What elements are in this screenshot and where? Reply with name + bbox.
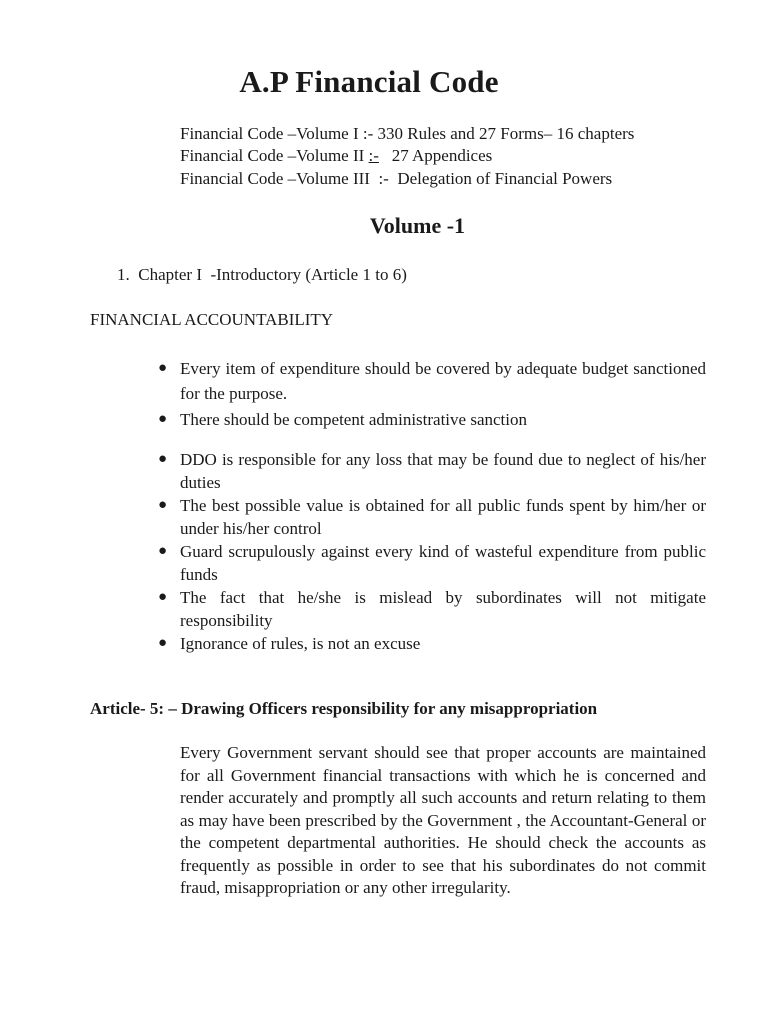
section-heading: FINANCIAL ACCOUNTABILITY (90, 310, 334, 329)
volume-line-1-post: 330 Rules and 27 Forms– 16 chapters (377, 124, 635, 143)
list-item-text: DDO is responsible for any loss that may be found due to neglect of his/her duties (180, 450, 719, 492)
volume-line-2 (180, 146, 492, 166)
list-item-text: The fact that he/she is mislead by subordinates will not mitigate responsibility (180, 588, 706, 630)
article-heading: Article- 5: – Drawing Officers responsibility for any misappropriation (90, 699, 598, 718)
list-item (158, 448, 719, 494)
volume-line-3 (180, 169, 612, 189)
list-item (158, 356, 706, 406)
list-item (158, 540, 706, 586)
volume-line-3-post: Delegation of Financial Powers (397, 169, 613, 188)
list-item-text: There should be competent administrative sanction (180, 410, 527, 429)
list-item-text: Every item of expenditure should be covered by adequate budget sanctioned for the purpose. (180, 359, 706, 403)
list-item-text: Guard scrupulously against every kind of wasteful expenditure from public funds (180, 542, 706, 584)
article-paragraph: Every Government servant should see that proper accounts are maintained for all Government financial transactions with which he is concerned and render accurately and promptly all such accounts and return relating to them as may have been prescribed by the Government , the Accountant-General or the competent departmental authorities. He should check the accounts as frequently as possible in order to see that his subordinates do not commit fraud, misappropriation or any other irregularity. (180, 743, 706, 897)
list-item-text: The best possible value is obtained for all public funds spent by him/her or under his/her control (180, 496, 706, 538)
bullet-icon: ● (158, 589, 168, 605)
bullet-icon: ● (158, 451, 168, 467)
volume-line-2-post: 27 Appendices (378, 146, 493, 165)
bullet-icon: ● (158, 411, 168, 427)
volume-line-2-sep: :- (368, 146, 379, 165)
volume-line-1 (180, 124, 634, 144)
bullet-list-1 (158, 356, 706, 431)
volume-line-2-pre: Financial Code –Volume II (180, 146, 369, 165)
page-title: A.P Financial Code (239, 64, 499, 99)
list-item (158, 632, 706, 655)
bullet-icon: ● (158, 497, 168, 513)
list-item-text: Ignorance of rules, is not an excuse (180, 634, 421, 653)
list-item (158, 408, 706, 431)
list-item (158, 586, 706, 632)
list-item (158, 494, 706, 540)
bullet-icon: ● (158, 543, 168, 559)
volume-line-3-pre: Financial Code –Volume III :- (180, 169, 398, 188)
bullet-icon: ● (158, 635, 168, 651)
chapter-item: 1. Chapter I -Introductory (Article 1 to 6) (117, 265, 407, 284)
volume-line-1-pre: Financial Code –Volume I :- (180, 124, 378, 143)
volume-heading: Volume -1 (369, 213, 466, 238)
bullet-icon: ● (158, 360, 168, 376)
bullet-list-2 (158, 448, 719, 655)
